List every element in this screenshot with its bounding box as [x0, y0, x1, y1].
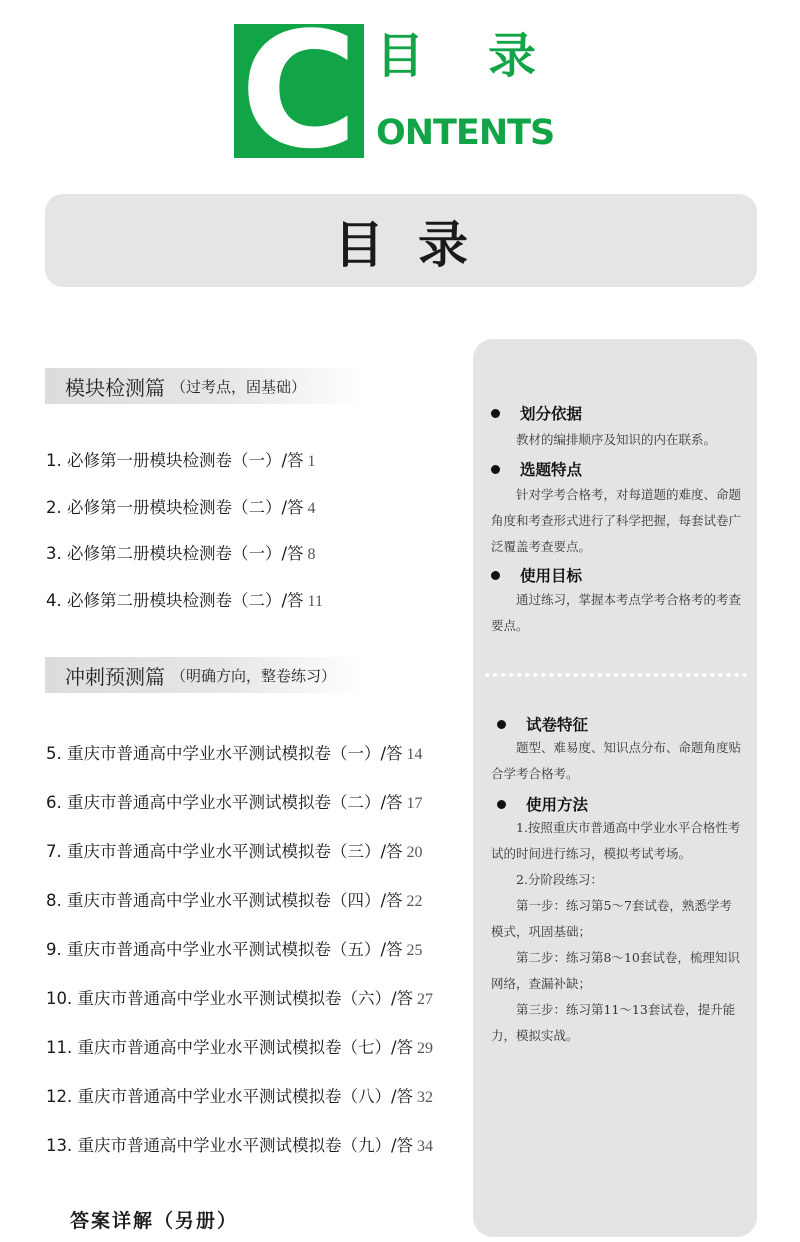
toc-item-page: 17 [406, 795, 423, 812]
section-subtitle: （过考点，固基础） [171, 377, 307, 396]
toc-item-label: 2. 必修第一册模块检测卷（二）/答 [46, 498, 304, 517]
toc-item-label: 6. 重庆市普通高中学业水平测试模拟卷（二）/答 [46, 793, 403, 812]
toc-item-label: 3. 必修第二册模块检测卷（一）/答 [46, 544, 304, 563]
toc-item-label: 4. 必修第二册模块检测卷（二）/答 [46, 591, 304, 610]
contents-logo [234, 24, 364, 158]
sidebar-paragraph: 题型、难易度、知识点分布、命题角度贴合学考合格考。 [491, 740, 742, 781]
logo-chinese-title: 目录 [376, 28, 601, 84]
toc-item-page: 1 [307, 453, 316, 470]
toc-item-label: 5. 重庆市普通高中学业水平测试模拟卷（一）/答 [46, 744, 403, 763]
toc-item-page: 8 [307, 546, 316, 563]
sidebar-heading-label: 划分依据 [520, 405, 583, 423]
sidebar-paragraph: 2.分阶段练习： [516, 872, 603, 887]
toc-item-page: 32 [417, 1089, 434, 1106]
toc-item-label: 13. 重庆市普通高中学业水平测试模拟卷（九）/答 [46, 1136, 414, 1155]
section-subtitle: （明确方向，整卷练习） [171, 666, 337, 685]
sidebar-paragraph: 通过练习，掌握本考点学考合格考的考查要点。 [491, 592, 742, 633]
sidebar-paragraph: 1.按照重庆市普通高中学业水平合格性考试的时间进行练习，模拟考试考场。 [491, 820, 741, 861]
toc-item[interactable] [46, 740, 423, 764]
toc-item[interactable] [46, 936, 423, 960]
toc-item-page: 4 [307, 500, 316, 517]
toc-item[interactable] [46, 1132, 433, 1156]
toc-item[interactable] [46, 1083, 433, 1107]
logo-letter: C [240, 24, 358, 158]
toc-item[interactable] [46, 1034, 433, 1058]
toc-item[interactable] [46, 540, 316, 564]
sidebar-heading-goal [491, 564, 582, 586]
toc-item-page: 27 [417, 991, 434, 1008]
toc-item-label: 7. 重庆市普通高中学业水平测试模拟卷（三）/答 [46, 842, 403, 861]
sidebar-heading-label: 使用目标 [520, 567, 583, 585]
sidebar-heading-paper [497, 713, 588, 735]
toc-item-page: 22 [406, 893, 423, 910]
sidebar-text-goal [491, 587, 741, 639]
sidebar-paragraph: 第二步：练习第8～10套试卷，梳理知识网络，查漏补缺； [491, 950, 740, 991]
dotted-divider [485, 673, 747, 677]
toc-item-page: 20 [406, 844, 423, 861]
toc-item-label: 12. 重庆市普通高中学业水平测试模拟卷（八）/答 [46, 1087, 414, 1106]
toc-item-label: 1. 必修第一册模块检测卷（一）/答 [46, 451, 304, 470]
sidebar-text-paper [491, 735, 741, 787]
sidebar-text-features [491, 482, 741, 560]
toc-item[interactable] [46, 985, 433, 1009]
section-header-sprint [45, 657, 365, 693]
bullet-icon [497, 720, 506, 729]
sidebar-text-basis [491, 427, 741, 453]
toc-item[interactable] [46, 789, 423, 813]
sidebar-paragraph: 第三步：练习第11～13套试卷，提升能力，模拟实战。 [491, 1002, 736, 1043]
sidebar-heading-label: 试卷特征 [526, 716, 589, 734]
toc-item-page: 34 [417, 1138, 434, 1155]
logo-english-title: ONTENTS [376, 113, 555, 153]
toc-item-page: 14 [406, 746, 423, 763]
toc-item[interactable] [46, 838, 423, 862]
sidebar-heading-features [491, 458, 582, 480]
section-title: 冲刺预测篇 [65, 664, 165, 689]
section-header-module [45, 368, 365, 404]
toc-item-page: 25 [406, 942, 423, 959]
toc-item-label: 8. 重庆市普通高中学业水平测试模拟卷（四）/答 [46, 891, 403, 910]
sidebar-paragraph: 针对学考合格考，对每道题的难度、命题角度和考查形式进行了科学把握，每套试卷广泛覆盖考查要点。 [491, 487, 742, 554]
toc-item[interactable] [46, 587, 323, 611]
toc-item-page: 29 [417, 1040, 434, 1057]
sidebar-heading-basis [491, 402, 582, 424]
bullet-icon [491, 571, 500, 580]
toc-item[interactable] [46, 887, 423, 911]
toc-item[interactable] [46, 447, 316, 471]
sidebar-text-method [491, 815, 741, 1049]
sidebar-heading-label: 使用方法 [526, 796, 589, 814]
toc-item-page: 11 [307, 593, 323, 610]
sidebar-paragraph: 第一步：练习第5～7套试卷，熟悉学考模式，巩固基础； [491, 898, 732, 939]
bullet-icon [497, 800, 506, 809]
sidebar-paragraph: 教材的编排顺序及知识的内在联系。 [516, 432, 717, 447]
page-title: 目录 [334, 215, 502, 274]
section-title: 模块检测篇 [65, 375, 165, 400]
sidebar-heading-method [497, 793, 588, 815]
toc-item[interactable] [46, 494, 316, 518]
sidebar-heading-label: 选题特点 [520, 461, 583, 479]
toc-item-label: 10. 重庆市普通高中学业水平测试模拟卷（六）/答 [46, 989, 414, 1008]
bullet-icon [491, 465, 500, 474]
toc-item-label: 9. 重庆市普通高中学业水平测试模拟卷（五）/答 [46, 940, 403, 959]
toc-item-label: 11. 重庆市普通高中学业水平测试模拟卷（七）/答 [46, 1038, 414, 1057]
title-banner [45, 194, 757, 287]
answers-note: 答案详解（另册） [70, 1210, 239, 1232]
bullet-icon [491, 409, 500, 418]
